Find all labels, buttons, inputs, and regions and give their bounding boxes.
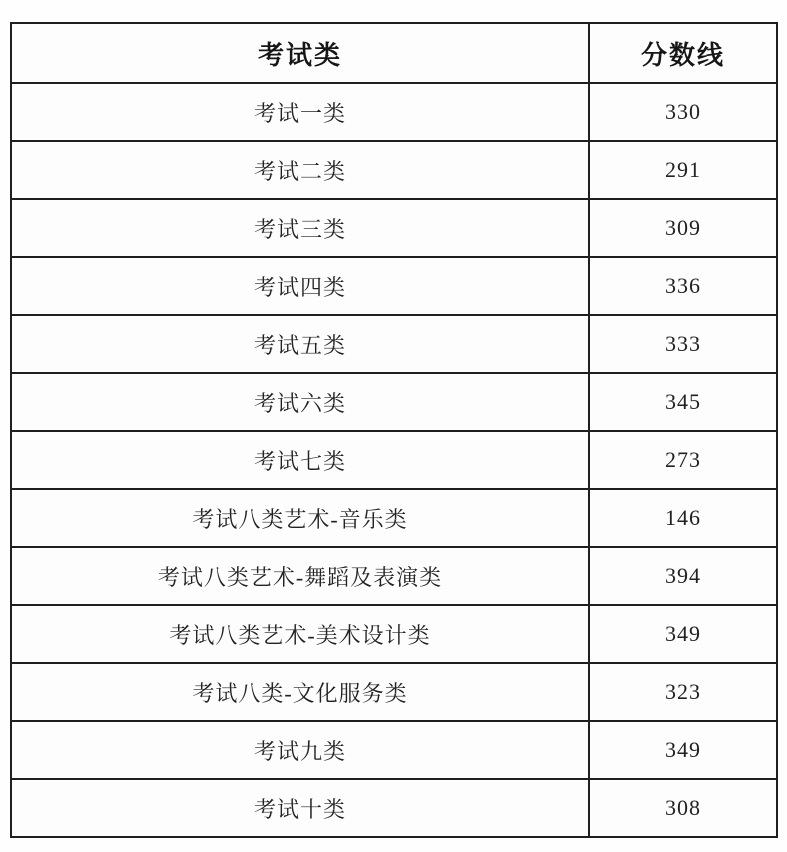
category-cell: 考试十类 [11,779,589,837]
score-cell: 336 [589,257,777,315]
table-body [11,83,777,837]
score-cell: 345 [589,373,777,431]
table-row [11,663,777,721]
category-cell: 考试七类 [11,431,589,489]
table-row [11,257,777,315]
score-cell: 146 [589,489,777,547]
table-row [11,721,777,779]
table-row [11,489,777,547]
category-cell: 考试八类艺术-舞蹈及表演类 [11,547,589,605]
category-cell: 考试一类 [11,83,589,141]
category-cell: 考试二类 [11,141,589,199]
category-cell: 考试三类 [11,199,589,257]
table-row [11,547,777,605]
header-row [11,23,777,83]
score-cell: 330 [589,83,777,141]
table-row [11,141,777,199]
score-cell: 349 [589,605,777,663]
score-cell: 308 [589,779,777,837]
category-cell: 考试六类 [11,373,589,431]
score-cell: 273 [589,431,777,489]
score-cell: 323 [589,663,777,721]
category-cell: 考试四类 [11,257,589,315]
score-cell: 349 [589,721,777,779]
category-cell: 考试五类 [11,315,589,373]
header-score-line: 分数线 [589,23,777,83]
category-cell: 考试九类 [11,721,589,779]
table-row [11,199,777,257]
score-cell: 333 [589,315,777,373]
table-row [11,315,777,373]
table-row [11,779,777,837]
score-cell: 309 [589,199,777,257]
category-cell: 考试八类-文化服务类 [11,663,589,721]
category-cell: 考试八类艺术-音乐类 [11,489,589,547]
table-row [11,431,777,489]
score-cell: 291 [589,141,777,199]
table-row [11,373,777,431]
score-cell: 394 [589,547,777,605]
score-table [10,22,778,838]
category-cell: 考试八类艺术-美术设计类 [11,605,589,663]
header-exam-category: 考试类 [11,23,589,83]
table-row [11,605,777,663]
table-row [11,83,777,141]
